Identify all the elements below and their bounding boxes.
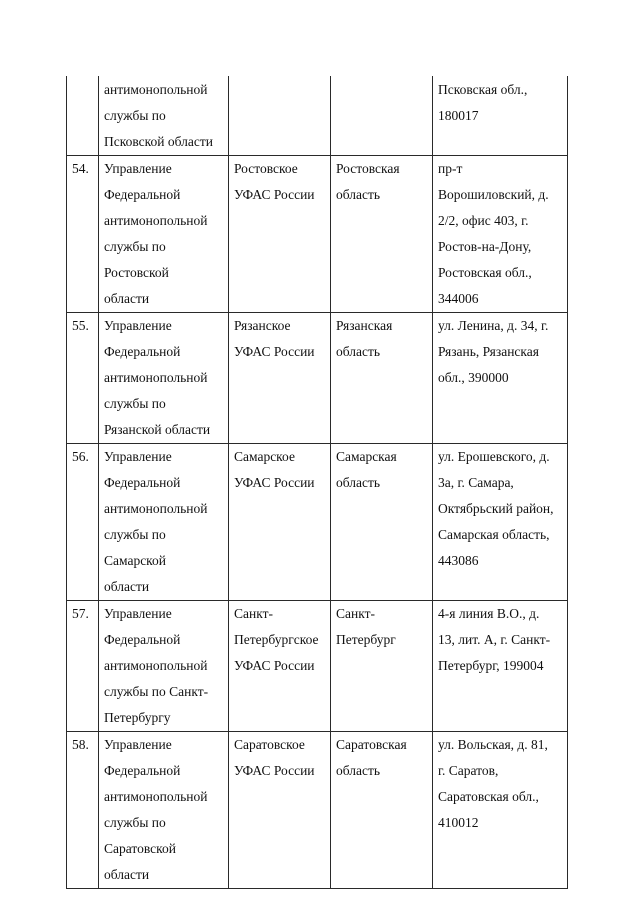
table-row (67, 156, 568, 313)
address-cell: ул. Вольская, д. 81, г. Саратов, Саратовская обл., 410012 (433, 732, 568, 889)
row-number-cell: 55. (67, 313, 99, 444)
table-row (67, 313, 568, 444)
organizations-table (66, 76, 568, 889)
organization-cell: Управление Федеральной антимонопольной службы по Саратовской области (99, 732, 229, 889)
region-cell: Самарская область (331, 444, 433, 601)
short-name-cell: Рязанское УФАС России (229, 313, 331, 444)
address-cell: 4-я линия В.О., д. 13, лит. А, г. Санкт- Петербург, 199004 (433, 601, 568, 732)
table-row (67, 77, 568, 156)
row-number-cell: 56. (67, 444, 99, 601)
address-cell: ул. Ерошевского, д. 3а, г. Самара, Октябрьский район, Самарская область, 443086 (433, 444, 568, 601)
region-cell: Саратовская область (331, 732, 433, 889)
row-number-cell: 57. (67, 601, 99, 732)
table-body (67, 77, 568, 889)
address-cell: Псковская обл., 180017 (433, 77, 568, 156)
short-name-cell: Ростовское УФАС России (229, 156, 331, 313)
short-name-cell: Самарское УФАС России (229, 444, 331, 601)
table-row (67, 444, 568, 601)
row-number-cell: 54. (67, 156, 99, 313)
footer-scan-mark (70, 876, 170, 882)
short-name-cell: Санкт- Петербургское УФАС России (229, 601, 331, 732)
address-cell: пр-т Ворошиловский, д. 2/2, офис 403, г. Ростов-на-Дону, Ростовская обл., 344006 (433, 156, 568, 313)
short-name-cell: Саратовское УФАС России (229, 732, 331, 889)
address-cell: ул. Ленина, д. 34, г. Рязань, Рязанская обл., 390000 (433, 313, 568, 444)
organization-cell: Управление Федеральной антимонопольной службы по Рязанской области (99, 313, 229, 444)
table-row (67, 732, 568, 889)
row-number-cell: 58. (67, 732, 99, 889)
organization-cell: Управление Федеральной антимонопольной службы по Санкт- Петербургу (99, 601, 229, 732)
organization-cell: антимонопольной службы по Псковской области (99, 77, 229, 156)
short-name-cell (229, 77, 331, 156)
table-row (67, 601, 568, 732)
region-cell: Ростовская область (331, 156, 433, 313)
region-cell: Рязанская область (331, 313, 433, 444)
row-number-cell (67, 77, 99, 156)
region-cell (331, 77, 433, 156)
organization-cell: Управление Федеральной антимонопольной службы по Самарской области (99, 444, 229, 601)
organization-cell: Управление Федеральной антимонопольной службы по Ростовской области (99, 156, 229, 313)
region-cell: Санкт- Петербург (331, 601, 433, 732)
